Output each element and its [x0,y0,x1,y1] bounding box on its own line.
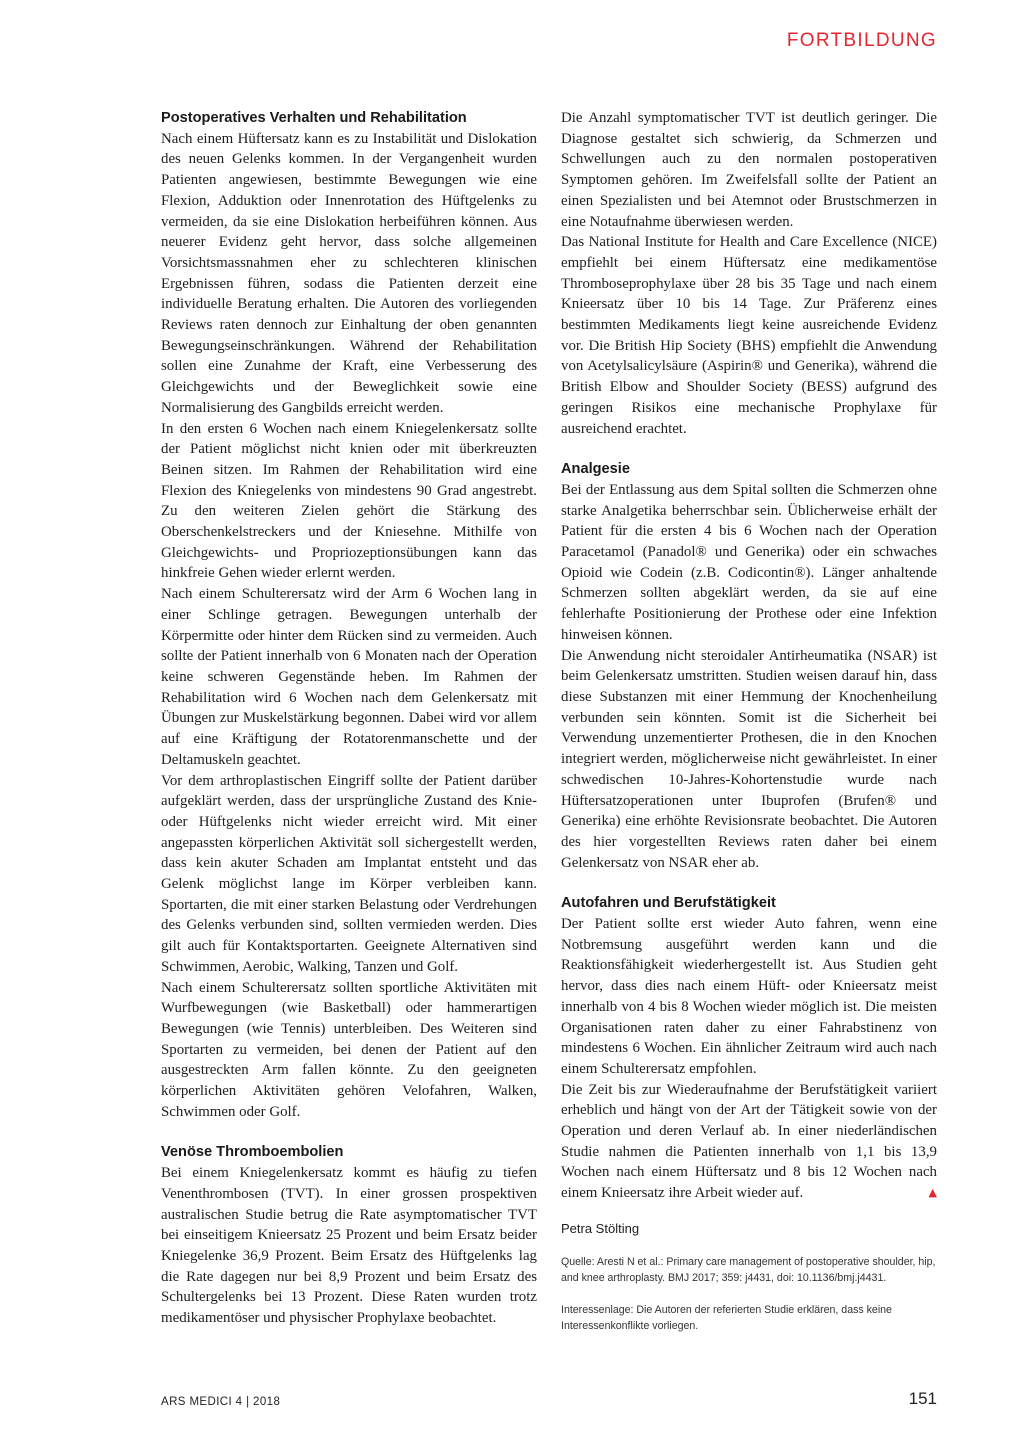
left-column [161,108,537,1329]
end-triangle-icon: ▲ [928,1186,937,1200]
journal-issue: ARS MEDICI 4 | 2018 [161,1396,281,1408]
author-name: Petra Stölting [561,1220,640,1236]
heading-autofahren: Autofahren und Berufstätigkeit [561,895,776,912]
heading-postoperatives-verhalten: Postoperatives Verhalten und Rehabilitation [161,110,467,126]
paragraph-text: Die Zeit bis zur Wiederaufnahme der Berufstätigkeit variiert erheblich und hängt von der Art der Tätigkeit sowie von der Operation und deren Verlauf ab. In einer niederländischen Studie nahmen die Patienten innerhalb von 1,1 bis 13,9 Wochen nach einem Hüftersatz und 8 bis 12 Wochen nach einem Knieersatz ihre Arbeit wieder auf. [561,1081,937,1202]
paragraph: Vor dem arthroplastischen Eingriff sollte der Patient darüber aufgeklärt werden, dass der ursprüngliche Zustand des Knie- oder Hüftgelenks nicht wieder erreicht wird. Mit einer angepassten körperlichen Aktivität soll sichergestellt werden, dass kein akuter Schaden am Implantat entsteht und das Gelenk möglichst lange im Körper verbleiben kann. Sportarten, die mit einer starken Belastung oder Verdrehungen des Gelenks verbunden sind, sollten vermieden werden. Dies gilt auch für Kontaktsportarten. Geeignete Alternativen sind Schwimmen, Aerobic, Walking, Tanzen und Golf. [161,772,537,975]
heading-venoese-thromboembolien: Venöse Thromboembolien [161,1144,344,1161]
page-number: 151 [908,1389,937,1408]
paragraph: Der Patient sollte erst wieder Auto fahren, wenn eine Notbremsung ausgeführt werden kann und die Reaktionsfähigkeit wiederhergestellt ist. Aus Studien geht hervor, dass dies nach einem Hüft- oder Knieersatz meist innerhalb von 4 bis 8 Wochen wieder möglich ist. Die meisten Organisationen raten daher zu einer Fahrabstinenz von mindestens 6 Wochen. Ein ähnlicher Zeitraum wird auch nach einem Schulterersatz empfohlen. [561,916,937,1077]
paragraph: Bei einem Kniegelenkersatz kommt es häufig zu tiefen Venenthrombosen (TVT). In einer grossen prospektiven australischen Studie betrug die Rate asymptomatischer TVT bei einseitigem Knieersatz 25 Prozent und beim Ersatz beider Kniegelenke 36,9 Prozent. Beim Ersatz des Hüftgelenks lag die Rate dagegen nur bei 8,9 Prozent und beim Ersatz des Schultergelenks bei 13 Prozent. Diese Raten wurden trotz medikamentöser und physischer Prophylaxe beobachtet. [161,1165,537,1327]
paragraph: Nach einem Schulterersatz sollten sportliche Aktivitäten mit Wurfbewegungen (wie Basketball) oder hammerartigen Bewegungen (wie Tennis) unterbleiben. Des Weiteren sind Sportarten zu vermeiden, bei denen der Patient auf den ausgestreckten Arm fallen könnte. Zu den geeigneten körperlichen Aktivitäten gehören Velofahren, Walken, Schwimmen oder Golf. [161,979,537,1120]
conflict-of-interest-note: Interessenlage: Die Autoren der referierten Studie erklären, dass keine Interessenkonflikte vorliegen. [561,1303,892,1332]
paragraph-last [561,1080,937,1204]
paragraph: Die Anwendung nicht steroidaler Antirheumatika (NSAR) ist beim Gelenkersatz umstritten. Studien weisen darauf hin, dass diese Substanzen mit einer Hemmung der Knochenheilung verbunden sein könnten. Somit ist die Sicherheit bei Verwendung unzementierter Prothesen, die in den Knochen integriert werden, möglicherweise nicht gewährleistet. In einer schwedischen 10-Jahres-Kohortenstudie wurde nach Hüftersatzoperationen unter Ibuprofen (Brufen® und Generika) eine erhöhte Revisionsrate beobachtet. Die Autoren des hier vorgestellten Reviews raten daher bei einem Gelenkersatz von NSAR eher ab. [561,647,937,871]
paragraph: In den ersten 6 Wochen nach einem Kniegelenkersatz sollte der Patient möglichst nicht knien oder mit überkreuzten Beinen sitzen. Im Rahmen der Rehabilitation wird eine Flexion des Kniegelenks von mindestens 90 Grad angestrebt. Zu den weiteren Zielen gehört die Stärkung des Oberschenkelstreckers und der Kniesehne. Mithilfe von Gleichgewichts- und Propriozeptionsübungen kann das hinkfreie Gehen wieder erlernt werden. [161,420,537,582]
source-note: Quelle: Aresti N et al.: Primary care management of postoperative shoulder, hip, and knee arthroplasty. BMJ 2017; 359: j4431, doi: 10.1136/bmj.j4431. [561,1255,936,1284]
paragraph: Nach einem Schulterersatz wird der Arm 6 Wochen lang in einer Schlinge getragen. Bewegungen unterhalb der Körpermitte oder hinter dem Rücken sind zu vermeiden. Auch sollte der Patient innerhalb von 6 Monaten nach der Operation keine schweren Gegenstände heben. Im Rahmen der Rehabilitation wird 6 Wochen nach dem Gelenkersatz mit Übungen zur Muskelstärkung begonnen. Dabei wird vor allem auf eine Kräftigung der Rotatorenmanschette und der Deltamuskeln geachtet. [161,586,537,768]
paragraph: Das National Institute for Health and Care Excellence (NICE) empfiehlt bei einem Hüftersatz eine medikamentöse Thromboseprophylaxe über 28 bis 35 Tage und nach einem Knieersatz über 10 bis 14 Tage. Zur Präferenz eines bestimmten Medikaments liegt keine ausreichende Evidenz vor. Die British Hip Society (BHS) empfiehlt die Anwendung von Acetylsalicylsäure (Aspirin® und Generika), während die British Elbow and Shoulder Society (BESS) aufgrund des geringen Risikos eine mechanische Prophylaxe für ausreichend erachtet. [561,234,937,437]
paragraph: Die Anzahl symptomatischer TVT ist deutlich geringer. Die Diagnose gestaltet sich schwierig, da Schmerzen und Schwellungen auch zu den normalen postoperativen Symptomen gehören. Im Zweifelsfall sollte der Patient an einen Spezialisten und bei Atemnot oder Brustschmerzen in eine Notaufnahme überwiesen werden. [561,110,937,230]
heading-analgesie: Analgesie [561,461,630,478]
right-column [561,108,937,1334]
section-header: FORTBILDUNG [786,30,937,51]
paragraph: Bei der Entlassung aus dem Spital sollten die Schmerzen ohne starke Analgetika beherrschbar sein. Üblicherweise erhält der Patient für die ersten 4 bis 6 Wochen nach der Operation Paracetamol (Panadol® und Generika) oder ein schwaches Opioid wie Codein (z.B. Codicontin®). Länger anhaltende Schmerzen sollten abgeklärt werden, da sie auf eine fehlerhafte Positionierung der Prothese oder eine Infektion hinweisen können. [561,481,937,643]
paragraph: Nach einem Hüftersatz kann es zu Instabilität und Dislokation des neuen Gelenks kommen. In der Vergangenheit wurden Patienten angewiesen, bestimmte Bewegungen wie eine Flexion, Adduktion oder Innenrotation des Hüftgelenks zu vermeiden, da sie eine Dislokation herbeiführen können. Aus neuerer Evidenz geht hervor, dass solche allgemeinen Vorsichtsmassnahmen eher zu schlechteren klinischen Ergebnissen führen, sodass die Patienten derzeit eine individuelle Beratung erhalten. Die Autoren des vorliegenden Reviews raten dennoch zur Einhaltung der oben genannten Bewegungseinschränkungen. Während der Rehabilitation sollen eine Zunahme der Kraft, eine Verbesserung des Gleichgewichts und der Beweglichkeit sowie eine Normalisierung des Gangbilds erreicht werden. [161,130,537,416]
